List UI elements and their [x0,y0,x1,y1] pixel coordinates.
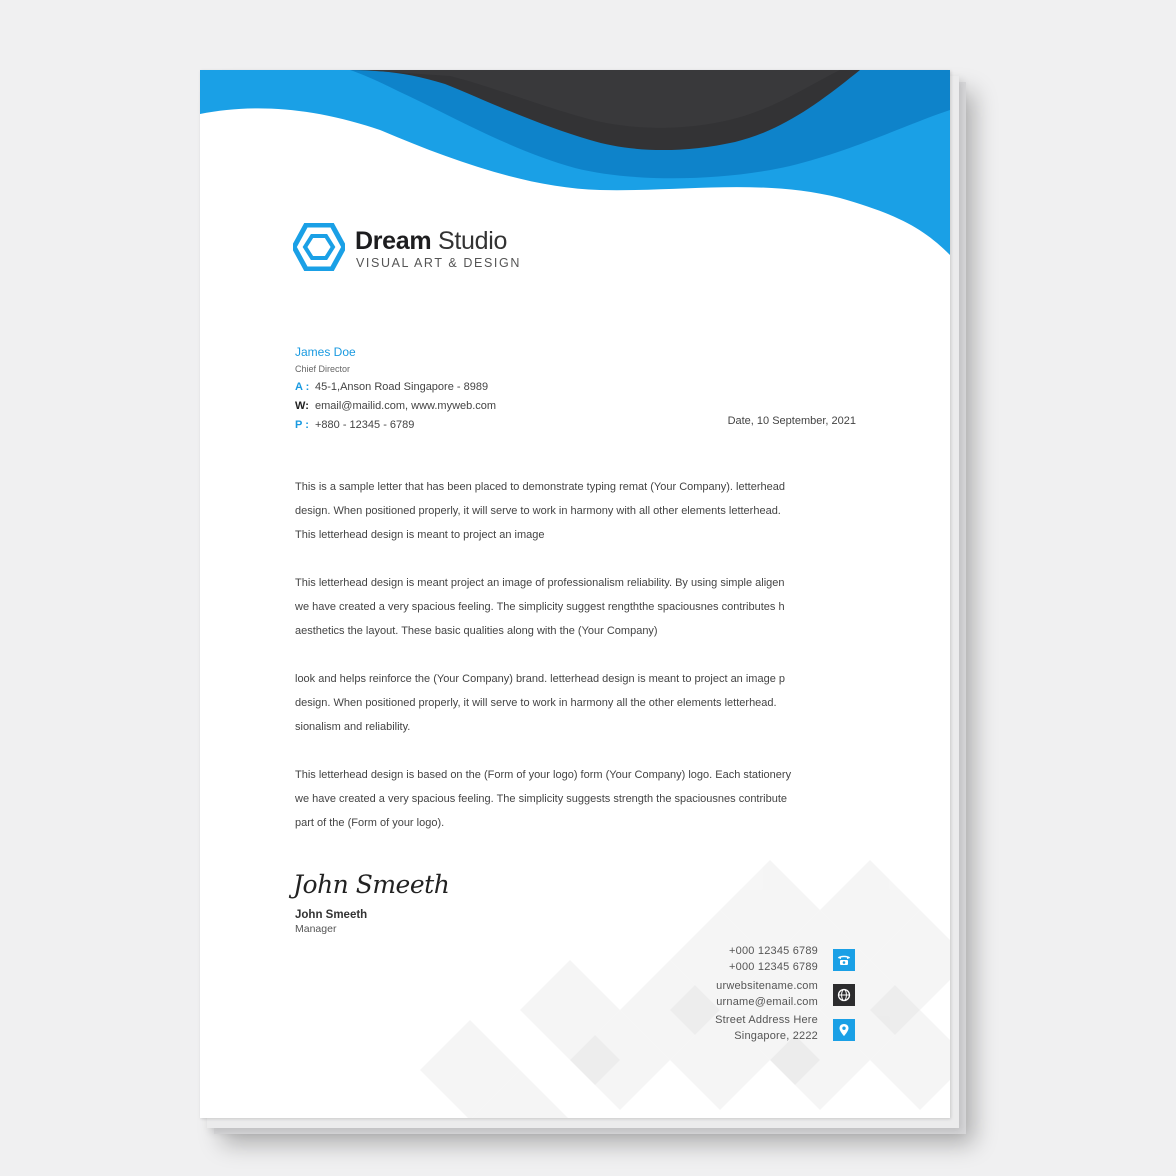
phone-value: +880 - 12345 - 6789 [315,419,415,431]
letter-body [295,475,857,859]
body-paragraph: This letterhead design is based on the (Form of your logo) form (Your Company) logo. Each stationery we have created a very spacious feeling. The simplicity suggests strength the spaciousnes contribute part of the (Form of your logo). [295,769,792,829]
brand-name-bold: Dream [355,227,432,255]
signer-role: Manager [295,923,337,935]
sender-address [295,381,488,393]
globe-icon [833,984,855,1006]
letterhead-sheet [200,70,950,1118]
brand-name-light: Studio [437,227,508,255]
body-paragraph: look and helps reinforce the (Your Company) brand. letterhead design is meant to project an image p design. When positioned properly, it will serve to work in harmony all the other elements letterhead. sionalism and reliability. [295,673,785,733]
footer-address-2: Singapore, 2222 [734,1030,818,1042]
address-key: A : [295,381,310,393]
body-paragraph: This is a sample letter that has been placed to demonstrate typing remat (Your Company). letterhead design. When positioned properly, it will serve to work in harmony with all other elements letterhead. This letterhead design is meant to project an image [295,481,785,541]
footer-address-1: Street Address Here [715,1014,818,1026]
location-pin-icon [833,1019,855,1041]
handwritten-signature: John Smeeth [293,870,450,899]
sender-phone [295,419,414,431]
address-value: 45-1,Anson Road Singapore - 8989 [315,381,489,393]
phone-key: P : [295,419,309,431]
footer-phone-2: +000 12345 6789 [729,961,818,973]
sender-name: James Doe [295,345,356,359]
brand-name [355,227,507,256]
footer-website: urwebsitename.com [716,980,818,992]
brand-tagline: VISUAL ART & DESIGN [356,256,521,270]
sender-title: Chief Director [295,364,351,374]
body-paragraph: This letterhead design is meant project an image of professionalism reliability. By using simple aligen we have created a very spacious feeling. The simplicity suggest rengththe spaciousnes contributes h aesthetics the layout. These basic qualities along with the (Your Company) [295,577,785,637]
sender-web [295,400,496,412]
web-value: email@mailid.com, www.myweb.com [315,400,497,412]
footer-email: urname@email.com [716,996,818,1008]
web-key: W: [295,400,309,412]
signer-name: John Smeeth [295,909,368,921]
hexagon-logo-icon [293,223,345,271]
footer-phone-1: +000 12345 6789 [729,945,818,957]
letter-date: Date, 10 September, 2021 [727,415,856,427]
phone-icon [833,949,855,971]
